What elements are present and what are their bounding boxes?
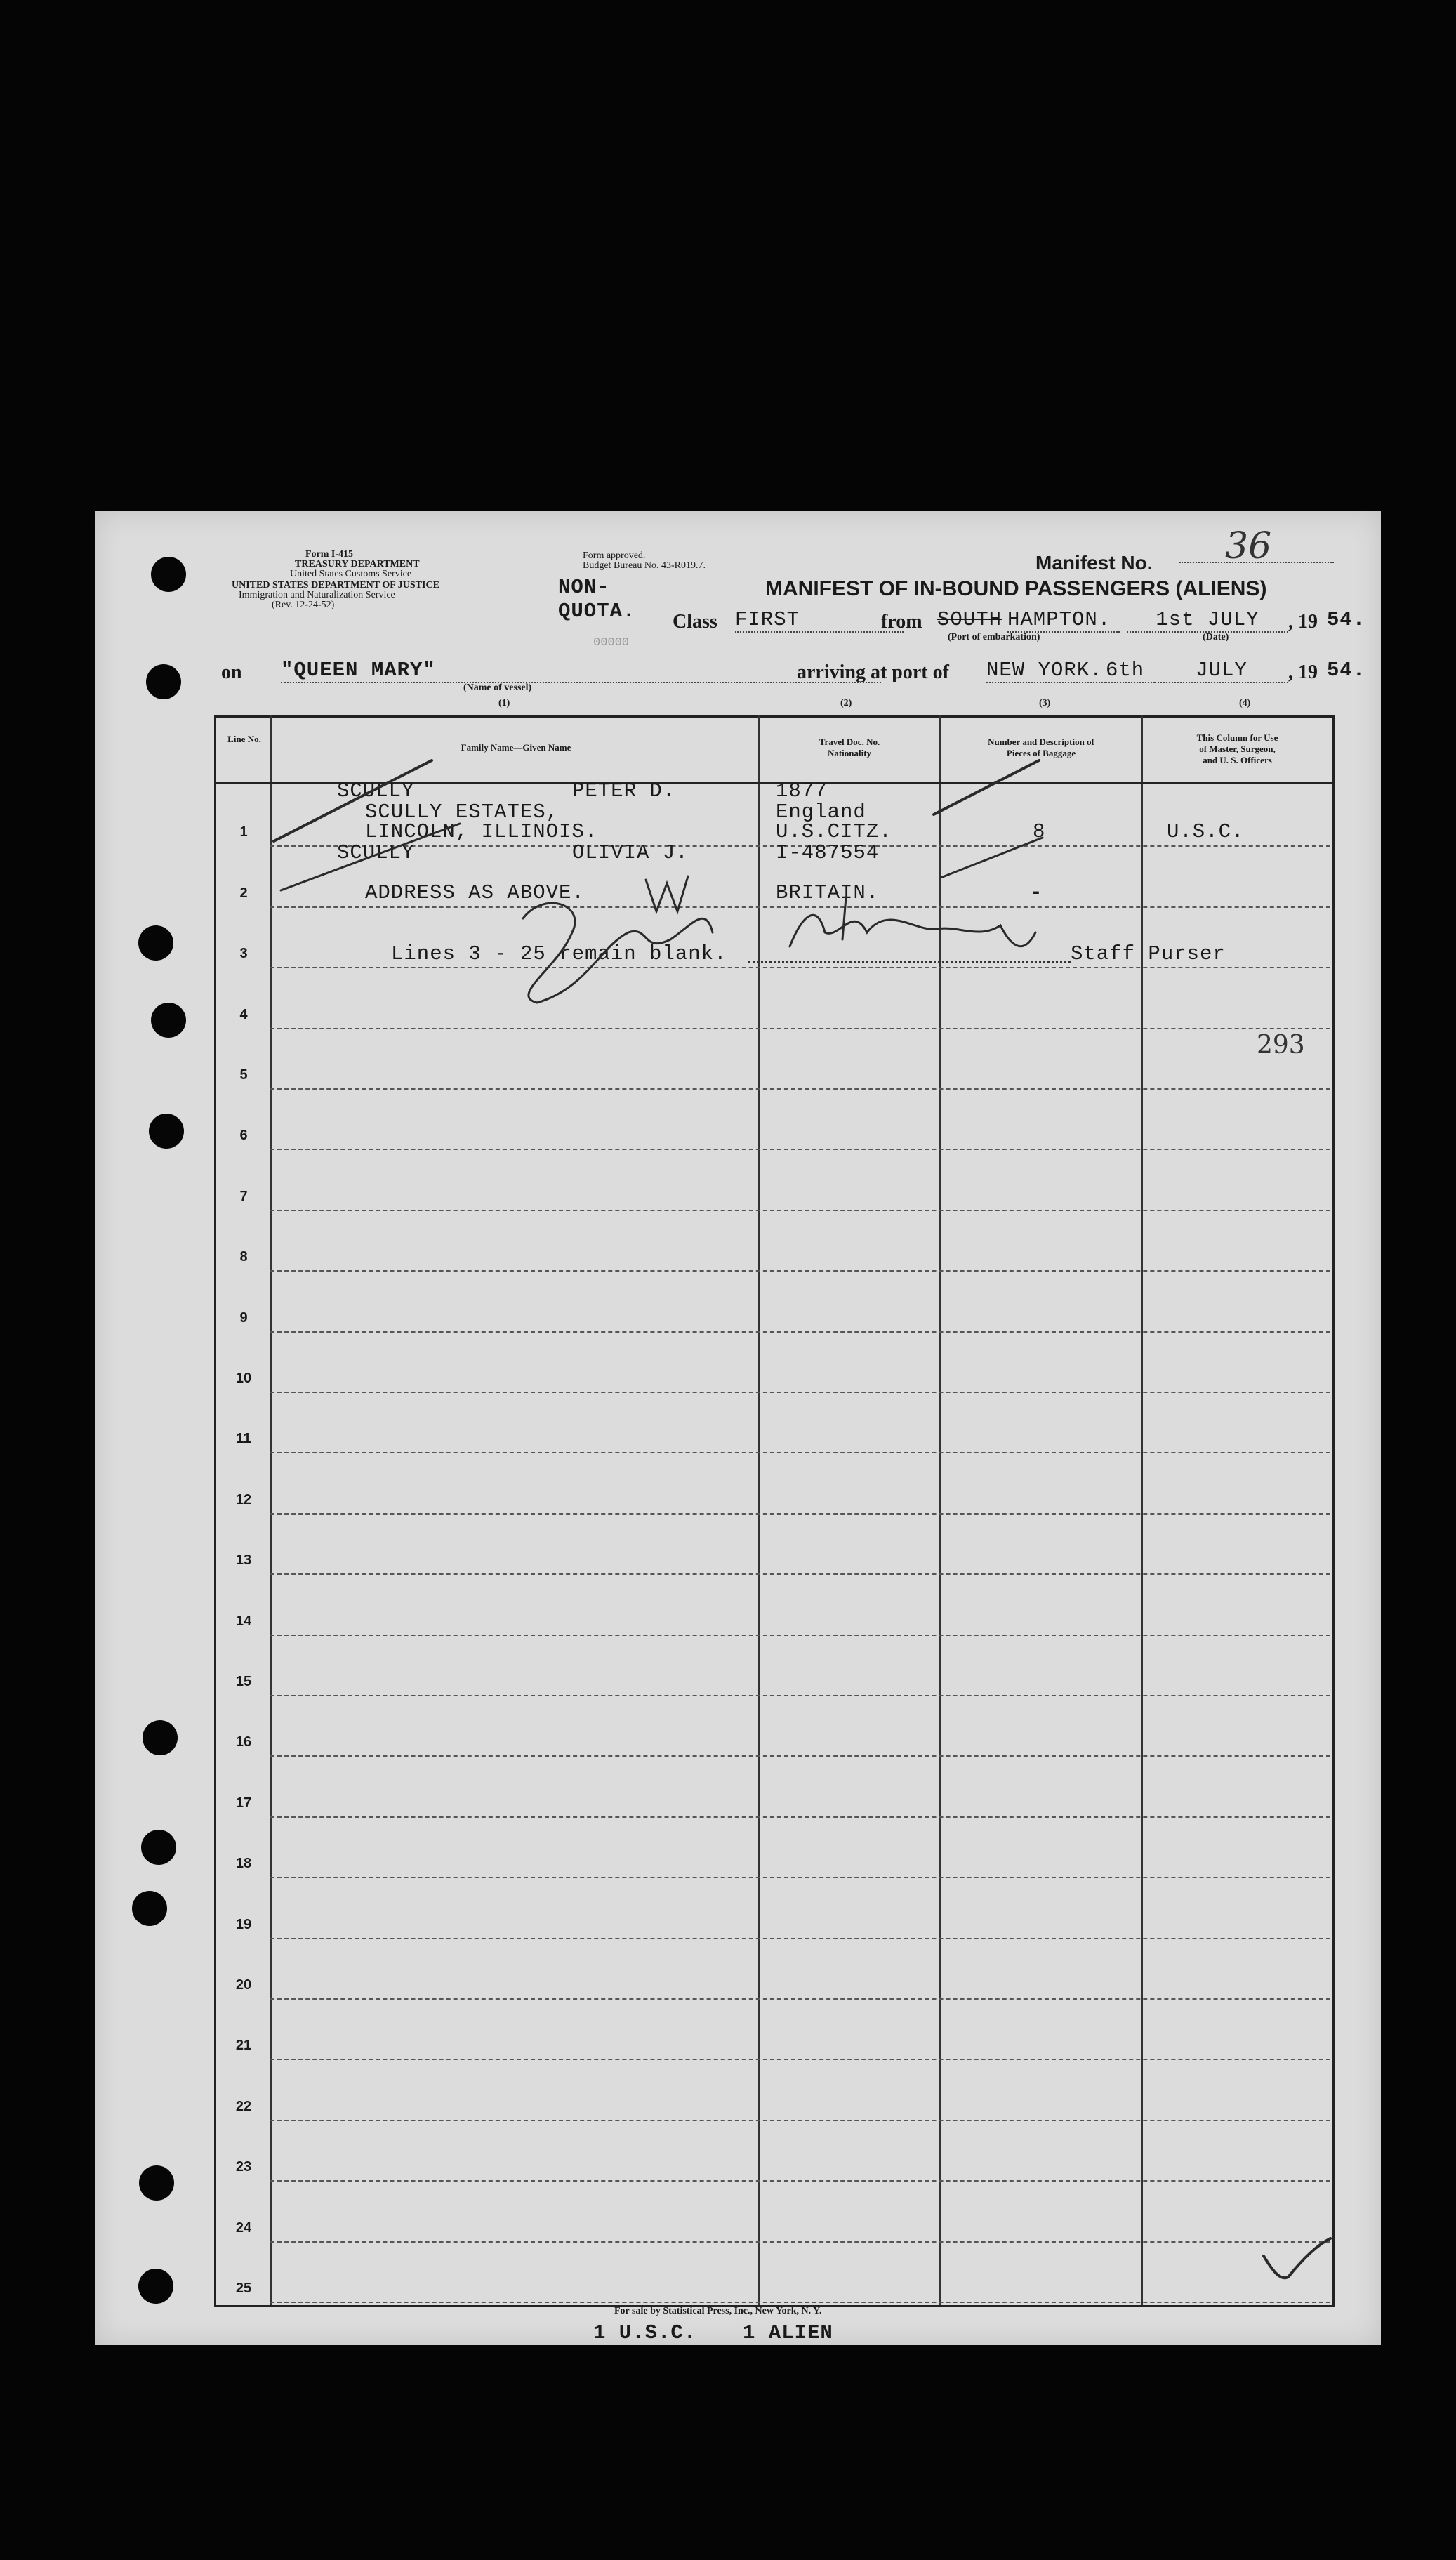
arrival-port: NEW YORK. [986,659,1106,683]
port-embark-struck: SOUTH [937,608,1002,631]
arrival-date: 6th [1106,659,1155,683]
line-number: 1 [239,824,248,840]
line-number: 10 [235,1371,252,1386]
line-number: 22 [235,2098,252,2114]
port-embark-caption: (Port of embarkation) [948,632,1040,642]
col-header-officers-2: of Master, Surgeon, [1199,744,1276,754]
col-header-travel-1: Travel Doc. No. [819,737,880,747]
non-quota-1: NON- [558,576,610,599]
ins-service: Immigration and Naturalization Service [239,590,395,600]
col-header-baggage-1: Number and Description of [988,737,1094,747]
justice-dept: UNITED STATES DEPARTMENT OF JUSTICE [232,580,439,590]
line-number: 4 [239,1006,248,1022]
manifest-no-label: Manifest No. [1035,552,1153,574]
manifest-sheet [95,511,1381,2345]
line-number: 8 [239,1249,248,1265]
treasury-dept: TREASURY DEPARTMENT [295,559,420,569]
non-quota-2: QUOTA. [558,600,636,623]
col-header-officers-3: and U. S. Officers [1203,755,1272,765]
col-header-baggage-2: Pieces of Baggage [1006,748,1076,758]
col-header-travel-2: Nationality [827,748,872,758]
line-number: 3 [239,946,248,962]
r1-baggage: 8 [1033,820,1046,843]
r1-officer-note: U.S.C. [1167,820,1245,843]
year-2: 54. [1327,659,1366,682]
line-number: 17 [235,1795,252,1811]
vessel-caption: (Name of vessel) [463,682,532,693]
line-number: 11 [236,1431,251,1447]
line-number: 15 [235,1674,252,1689]
r2-doc-number: I-487554 [776,841,880,864]
r2-family-name: SCULLY [337,841,415,864]
r1-nationality: U.S.CITZ. [776,820,892,843]
arriving-label: arriving at port of [797,661,949,683]
year-prefix-1: , 19 [1288,611,1318,633]
line-number: 13 [235,1552,252,1569]
col-num-4: (4) [1239,698,1251,708]
on-label: on [221,661,242,683]
depart-date: 1st JULY [1127,608,1288,633]
line-number: 12 [235,1491,252,1507]
date-caption: (Date) [1203,632,1229,642]
col-num-1: (1) [498,698,510,708]
r1-family-name: SCULLY [337,779,415,803]
col-num-3: (3) [1039,698,1051,708]
col-num-2: (2) [840,698,852,708]
r1-given-name: PETER D. [572,779,676,803]
r2-nationality: BRITAIN. [776,881,880,904]
year-1: 54. [1327,608,1366,631]
total-alien: 1 ALIEN [743,2321,833,2344]
line-number: 2 [239,885,248,901]
staff-purser: Staff Purser [1071,942,1226,965]
cross-out-marks [95,511,1381,2345]
col-header-line-no: Line No. [227,734,261,744]
line-number: 18 [235,1856,252,1872]
year-prefix-2: , 19 [1288,661,1318,683]
line-number: 5 [239,1067,248,1083]
line-number: 16 [235,1734,252,1750]
customs-service: United States Customs Service [290,569,412,579]
arrival-month: JULY [1155,659,1288,683]
line-number: 19 [235,1916,252,1932]
total-usc: 1 U.S.C. [593,2321,697,2344]
blank-lines-note: Lines 3 - 25 remain blank. [391,942,727,965]
line-number: 14 [235,1613,252,1629]
revision-date: (Rev. 12-24-52) [272,600,335,610]
r2-baggage: - [1030,881,1043,904]
line-number: 9 [239,1309,248,1326]
stamp-mark: 00000 [593,636,630,649]
r1-address-2: LINCOLN, ILLINOIS. [365,820,598,843]
form-number: Form I-415 [305,549,354,560]
class-value: FIRST [735,608,904,633]
manifest-no: 36 [1225,525,1272,567]
line-number: 25 [235,2281,252,2296]
col-header-name: Family Name—Given Name [461,742,571,753]
r2-address: ADDRESS AS ABOVE. [365,881,585,904]
vessel-name: "QUEEN MARY" [281,659,881,683]
line-number: 21 [235,2038,252,2054]
printer-credit: For sale by Statistical Press, Inc., New York, N. Y. [614,2306,822,2316]
port-embark: HAMPTON. [1007,608,1120,633]
r1-address-1: SCULLY ESTATES, [365,800,560,824]
budget-bureau: Budget Bureau No. 43-R019.7. [583,560,706,571]
line-number: 24 [235,2219,252,2236]
line-number: 20 [235,1977,252,1993]
class-label: Class [673,611,717,633]
line-number: 6 [239,1128,248,1144]
r1-doc-number: 1877 [776,779,828,803]
r2-given-name: OLIVIA J. [572,841,689,864]
line-number: 23 [235,2159,252,2175]
col-header-officers-1: This Column for Use [1196,732,1278,743]
r1-doc-country: England [776,800,866,824]
from-label: from [881,611,922,633]
form-approved: Form approved. [583,550,646,561]
page-number: 293 [1257,1031,1305,1060]
manifest-title: MANIFEST OF IN-BOUND PASSENGERS (ALIENS) [765,577,1267,600]
line-number: 7 [239,1188,248,1204]
